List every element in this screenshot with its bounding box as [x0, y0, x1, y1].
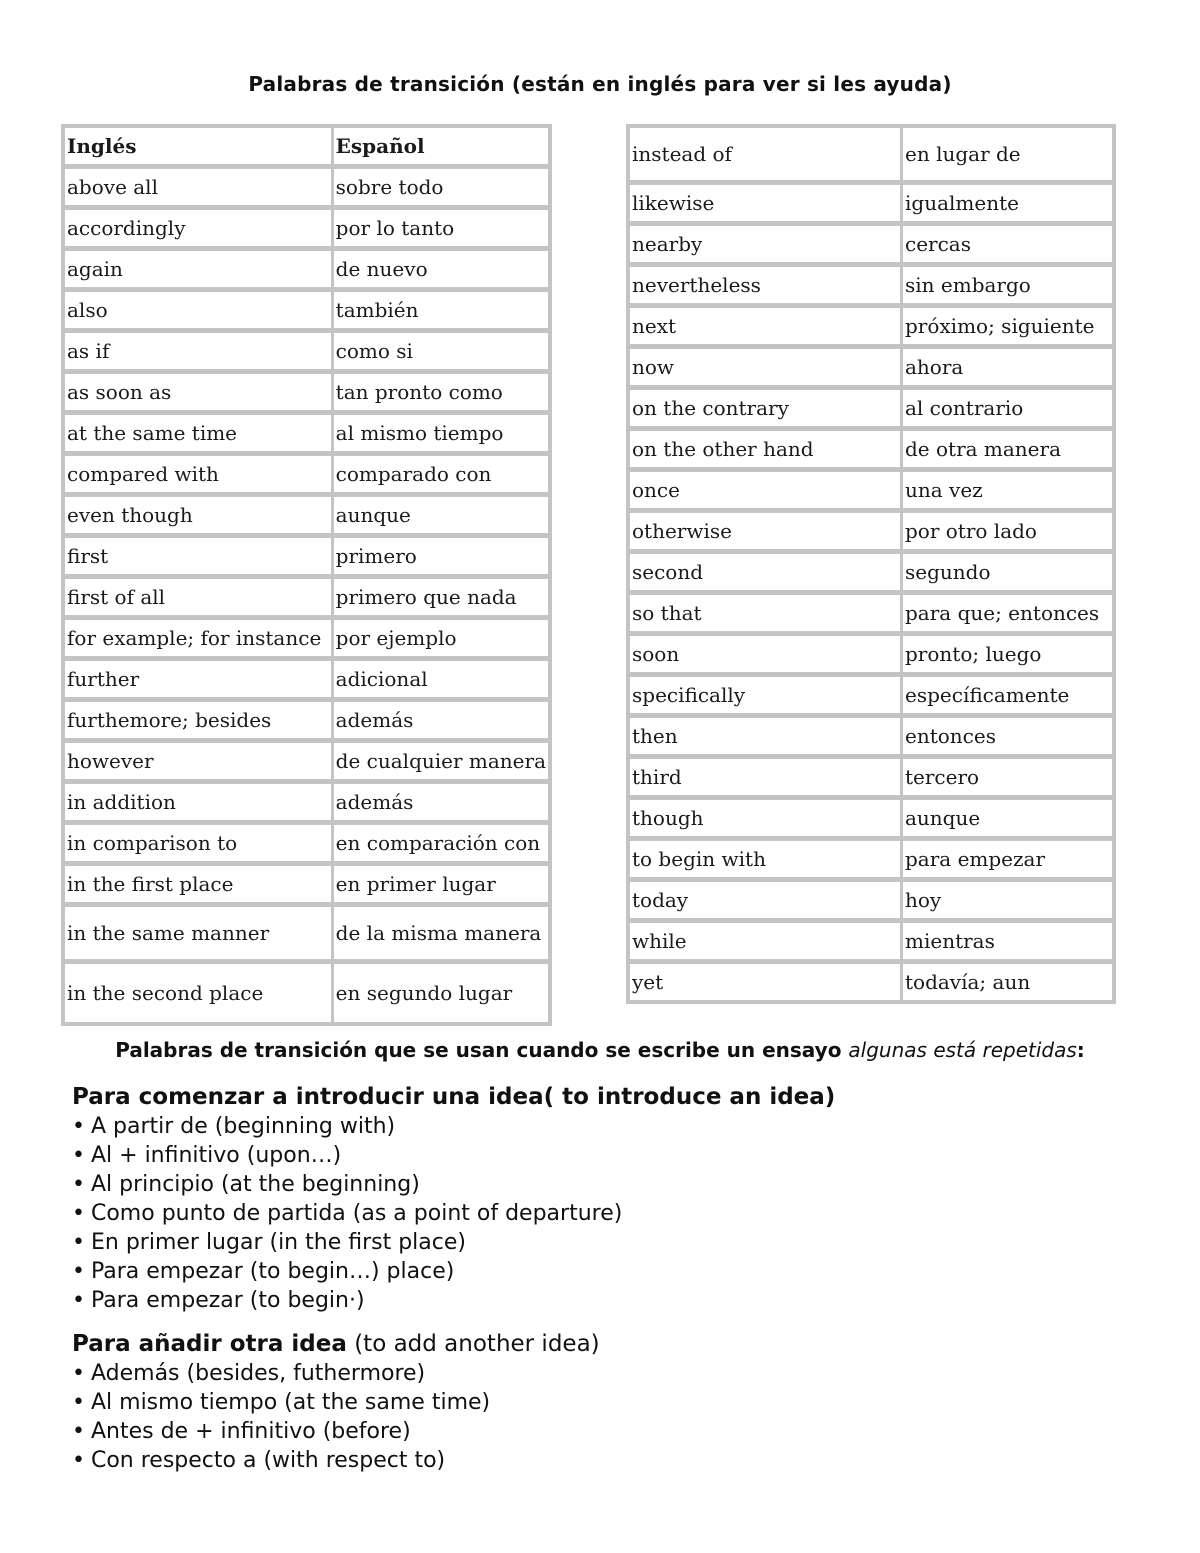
list-item: • Antes de + infinitivo (before): [72, 1417, 1152, 1446]
table-row: [628, 880, 1114, 921]
table-row: [628, 265, 1114, 306]
list-item: • En primer lugar (in the first place): [72, 1228, 1152, 1257]
spanish-term: hoy: [902, 880, 1115, 921]
english-term: in the first place: [63, 864, 332, 905]
table-row: [63, 577, 550, 618]
table-row: [628, 593, 1114, 634]
table-row: [628, 429, 1114, 470]
spanish-term: para empezar: [902, 839, 1115, 880]
english-term: in the same manner: [63, 905, 332, 962]
page-title: Palabras de transición (están en inglés para ver si les ayuda): [248, 72, 952, 96]
spanish-term: aunque: [332, 495, 550, 536]
spanish-term: entonces: [902, 716, 1115, 757]
english-term: third: [628, 757, 902, 798]
table-row: [628, 921, 1114, 962]
spanish-term: al contrario: [902, 388, 1115, 429]
english-term: even though: [63, 495, 332, 536]
list-item: • A partir de (beginning with): [72, 1112, 1152, 1141]
spanish-term: próximo; siguiente: [902, 306, 1115, 347]
table-row: [63, 618, 550, 659]
english-term: above all: [63, 167, 332, 208]
section-title-main: Palabras de transición que se usan cuando se escribe un ensayo: [115, 1038, 849, 1062]
table-row: [63, 167, 550, 208]
english-term: specifically: [628, 675, 902, 716]
spanish-term: específicamente: [902, 675, 1115, 716]
spanish-term: en lugar de: [902, 126, 1115, 183]
table-row: [628, 716, 1114, 757]
spanish-term: sobre todo: [332, 167, 550, 208]
table-row: [63, 454, 550, 495]
spanish-term: de la misma manera: [332, 905, 550, 962]
english-term: as soon as: [63, 372, 332, 413]
add-idea-list: [72, 1359, 1152, 1475]
list-item: • Para empezar (to begin·): [72, 1286, 1152, 1315]
english-term: on the contrary: [628, 388, 902, 429]
list-item: • Al principio (at the beginning): [72, 1170, 1152, 1199]
english-term: again: [63, 249, 332, 290]
english-term: on the other hand: [628, 429, 902, 470]
introduce-idea-block: [72, 1082, 1152, 1315]
english-term: accordingly: [63, 208, 332, 249]
spanish-term: en primer lugar: [332, 864, 550, 905]
table-row: [628, 511, 1114, 552]
list-item: • Con respecto a (with respect to): [72, 1446, 1152, 1475]
list-item: • Al + infinitivo (upon…): [72, 1141, 1152, 1170]
english-term: first: [63, 536, 332, 577]
spanish-term: tercero: [902, 757, 1115, 798]
english-term: for example; for instance: [63, 618, 332, 659]
english-term: though: [628, 798, 902, 839]
spanish-term: en comparación con: [332, 823, 550, 864]
english-term: in comparison to: [63, 823, 332, 864]
english-term: in the second place: [63, 962, 332, 1025]
english-term: then: [628, 716, 902, 757]
spanish-term: aunque: [902, 798, 1115, 839]
table-row: [63, 495, 550, 536]
list-item: • Como punto de partida (as a point of departure): [72, 1199, 1152, 1228]
table-row: [628, 839, 1114, 880]
table-row: [63, 782, 550, 823]
english-term: nevertheless: [628, 265, 902, 306]
spanish-term: sin embargo: [902, 265, 1115, 306]
english-term: so that: [628, 593, 902, 634]
transition-words-table-left: [61, 124, 552, 1026]
list-item: • Al mismo tiempo (at the same time): [72, 1388, 1152, 1417]
spanish-term: por ejemplo: [332, 618, 550, 659]
english-term: as if: [63, 331, 332, 372]
spanish-term: en segundo lugar: [335, 981, 513, 1005]
table-row: [63, 536, 550, 577]
spanish-term: además: [332, 700, 550, 741]
list-item: • Para empezar (to begin…) place): [72, 1257, 1152, 1286]
table-row: [628, 347, 1114, 388]
spanish-term: también: [332, 290, 550, 331]
spanish-term: pronto; luego: [902, 634, 1115, 675]
header-spanish: Español: [332, 126, 550, 167]
table-row: [63, 331, 550, 372]
table-row: [63, 290, 550, 331]
spanish-term: segundo: [902, 552, 1115, 593]
spanish-term: para que; entonces: [902, 593, 1115, 634]
spanish-term: una vez: [902, 470, 1115, 511]
add-idea-block: [72, 1329, 1152, 1475]
list-item: • Además (besides, futhermore): [72, 1359, 1152, 1388]
spanish-term: como si: [332, 331, 550, 372]
table-row: [63, 413, 550, 454]
english-term: also: [63, 290, 332, 331]
english-term: first of all: [63, 577, 332, 618]
table-row: [63, 659, 550, 700]
add-idea-heading: [72, 1329, 1152, 1359]
table-row: [63, 962, 550, 1025]
spanish-term: primero: [332, 536, 550, 577]
section-title-italic: algunas está repetidas: [848, 1038, 1077, 1062]
english-term: today: [628, 880, 902, 921]
table-row: [628, 757, 1114, 798]
english-term: yet: [628, 962, 902, 1003]
english-term: second: [628, 552, 902, 593]
spanish-term: tan pronto como: [332, 372, 550, 413]
introduce-idea-heading: Para comenzar a introducir una idea( to introduce an idea): [72, 1084, 836, 1110]
table-row: [63, 372, 550, 413]
english-term: to begin with: [628, 839, 902, 880]
spanish-term: al mismo tiempo: [332, 413, 550, 454]
introduce-idea-list: [72, 1112, 1152, 1315]
spanish-term: por otro lado: [902, 511, 1115, 552]
spanish-term: de cualquier manera: [332, 741, 550, 782]
header-english: Inglés: [63, 126, 332, 167]
table-row: [63, 823, 550, 864]
english-term: compared with: [63, 454, 332, 495]
english-term: nearby: [628, 224, 902, 265]
table-row: [628, 798, 1114, 839]
spanish-term: primero que nada: [332, 577, 550, 618]
spanish-term: igualmente: [902, 183, 1115, 224]
english-term: once: [628, 470, 902, 511]
english-term: further: [63, 659, 332, 700]
english-term: in addition: [63, 782, 332, 823]
english-term: next: [628, 306, 902, 347]
spanish-term: cercas: [902, 224, 1115, 265]
english-term: at the same time: [63, 413, 332, 454]
spanish-term: mientras: [902, 921, 1115, 962]
table-row: [628, 552, 1114, 593]
section-title-end: :: [1076, 1038, 1085, 1062]
table-row: [63, 864, 550, 905]
spanish-term: comparado con: [332, 454, 550, 495]
spanish-term: adicional: [332, 659, 550, 700]
spanish-term: además: [332, 782, 550, 823]
spanish-term: de otra manera: [902, 429, 1115, 470]
table-row: [63, 741, 550, 782]
spanish-term: ahora: [902, 347, 1115, 388]
english-term: while: [628, 921, 902, 962]
english-term: instead of: [628, 126, 902, 183]
table-row: [63, 905, 550, 962]
english-term: now: [628, 347, 902, 388]
table-row: [628, 183, 1114, 224]
english-term: soon: [628, 634, 902, 675]
spanish-term: por lo tanto: [332, 208, 550, 249]
table-row: [628, 675, 1114, 716]
table-row: [63, 208, 550, 249]
add-idea-heading-rest: (to add another idea): [346, 1331, 600, 1357]
table-row: [628, 126, 1114, 183]
table-row: [628, 470, 1114, 511]
spanish-term: todavía; aun: [905, 970, 1031, 994]
table-row: [628, 224, 1114, 265]
table-row: [628, 388, 1114, 429]
english-term: otherwise: [628, 511, 902, 552]
add-idea-heading-bold: Para añadir otra idea: [72, 1331, 347, 1357]
spanish-term: de nuevo: [332, 249, 550, 290]
section-title: [0, 1038, 1200, 1062]
transition-words-table-right: [626, 124, 1116, 1004]
english-term: however: [63, 741, 332, 782]
table-row: [63, 249, 550, 290]
table-row: [628, 306, 1114, 347]
table-row: [628, 634, 1114, 675]
english-term: furthemore; besides: [63, 700, 332, 741]
table-header-row: [63, 126, 550, 167]
table-row: [63, 700, 550, 741]
table-row: [628, 962, 1114, 1003]
english-term: likewise: [628, 183, 902, 224]
